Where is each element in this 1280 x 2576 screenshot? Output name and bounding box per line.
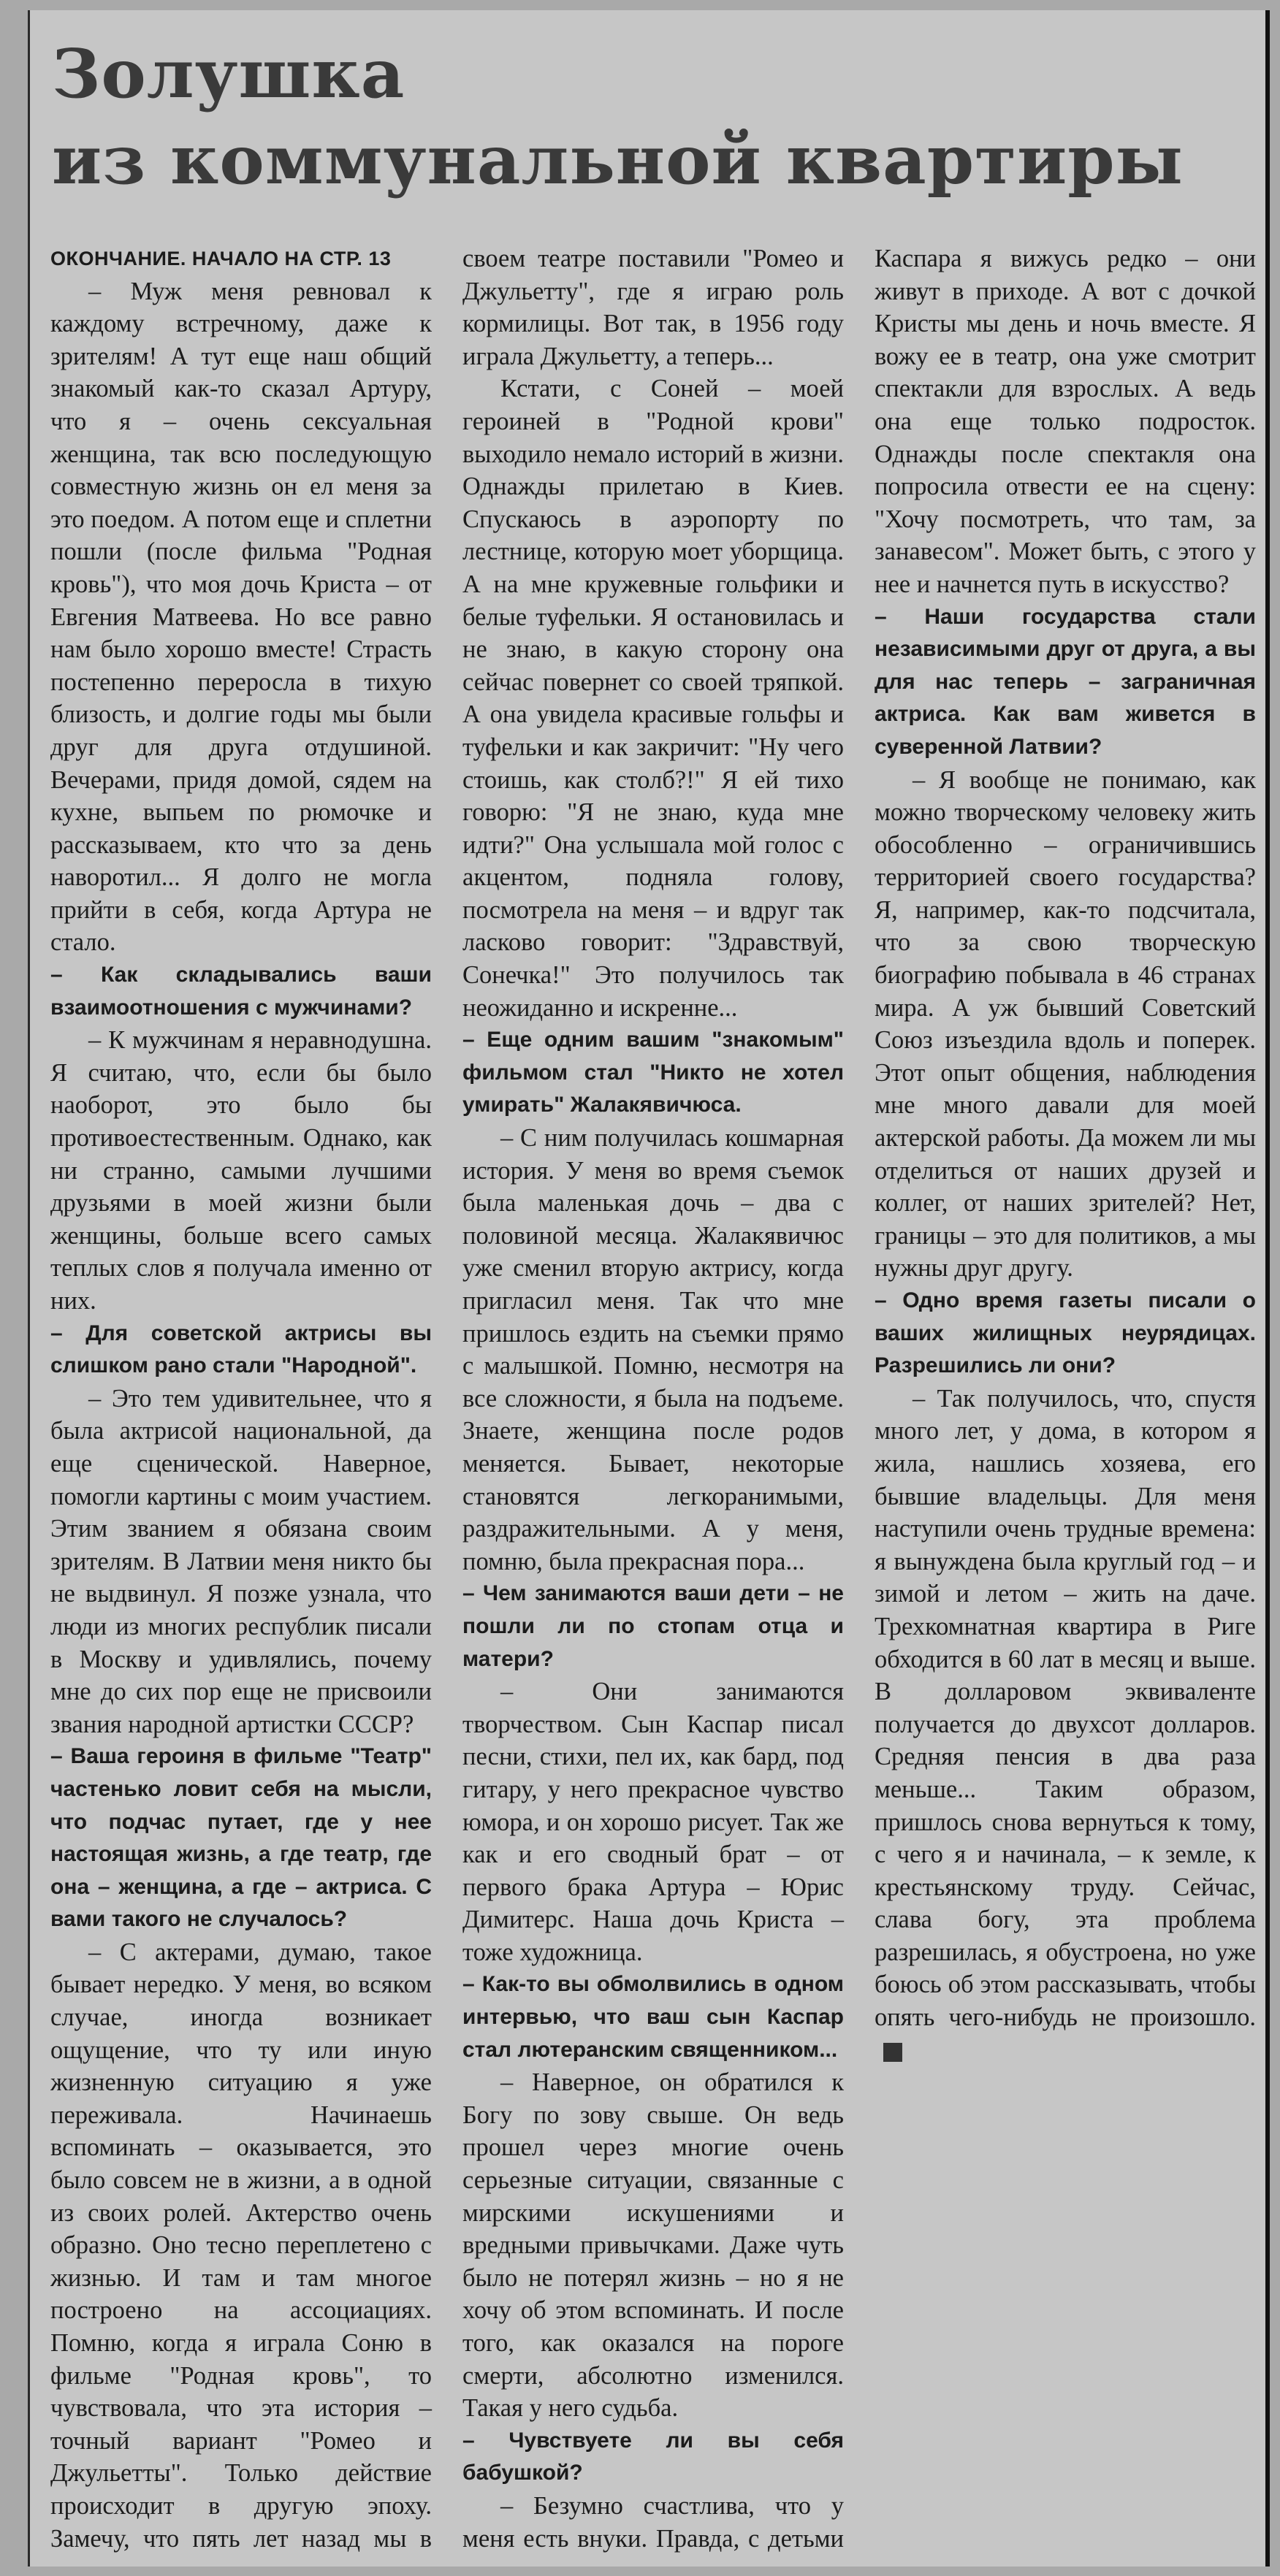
paragraph-text: – Муж меня ревновал к каждому встречному, даже к зрителям! А тут еще наш общий знакомый как-то сказал Артуру, что я – очень сексуальная женщина, так всю последующую совместную жизнь он ел меня за это поедом. А потом еще и сплетни пошли (после фильма "Родная кровь"), что моя дочь Криста – от Евгения Матвеева. Но все равно нам было хорошо вместе! Страсть постепенно переросла в тихую близость, и долгие годы мы были друг для друга отдушиной. Вечерами, придя домой, сядем на кухне, выпьем по рюмочке и рассказываем, кто что за день наворотил... Я долго не могла прийти в себя, когда Артура не стало.	[50, 277, 432, 957]
interview-question	[462, 1968, 844, 2066]
interview-answer	[50, 275, 432, 959]
interview-answer	[875, 764, 1256, 1285]
interview-question	[50, 959, 432, 1024]
interview-question	[462, 1024, 844, 1122]
paragraph-text: – Так получилось, что, спустя много лет, у дома, в котором я жила, нашлись хозяева, его бывшие владельцы. Для меня наступили очень трудные времена: я вынуждена была круглый год – и зимой и летом – жить на даче. Трехкомнатная квартира в Риге обходится в 60 лат в месяц и выше. В долларовом эквиваленте получается до двухсот долларов. Средняя пенсия в два раза меньше... Таким образом, пришлось снова вернуться к тому, с чего я и начинала, – к земле, к крестьянскому труду. Сейчас, слава богу, эта проблема разрешилась, я обустроена, но уже боюсь об этом рассказывать, чтобы опять чего-нибудь не произошло.	[875, 1384, 1256, 2032]
interview-answer	[462, 1675, 844, 1968]
interview-answer	[462, 1122, 844, 1578]
paragraph-text: – Ваша героиня в фильме "Театр" частенько ловит себя на мысли, что подчас путает, где у нее настоящая жизнь, а где театр, где она – женщина, а где – актриса. С вами такого не случалось?	[50, 1744, 432, 1932]
interview-answer	[462, 372, 844, 1024]
paragraph-text: – С актерами, думаю, такое бывает нередко. У меня, во всяком случае, иногда возникает ощущение, что ту или иную жизненную ситуацию я уже переживала. Начинаешь вспоминать – оказывается, это было совсем не в жизни, а в одной из своих ролей. Актерство очень образно. Оно тесно переплетено с жизнью. И там и там многое построено на ассоциациях. Помню, когда я играла Соню в фильме "Родная кровь", то чувствовала, что эта история – точный вариант "Ромео и Джульетты". Только действие происходит в другую эпоху. Замечу, что пять лет назад мы в своем театре поставили "Ромео и Джульетту", где я играю роль кормилицы. Вот так, в 1956 году играла Джульетту, а теперь...	[50, 245, 844, 2553]
paragraph-text: – Как складывались ваши взаимоотношения с мужчинами?	[50, 963, 432, 1020]
paragraph-text: – Наши государства стали независимыми друг от друга, а вы для нас теперь – заграничная актриса. Как вам живется в суверенной Латвии?	[875, 604, 1256, 759]
interview-question	[50, 1740, 432, 1936]
paragraph-text: – Как-то вы обмолвились в одном интервью, что ваш сын Каспар стал лютеранским священником...	[462, 1972, 844, 2062]
interview-question	[462, 2425, 844, 2490]
interview-answer	[50, 1383, 432, 1741]
headline-line-1: Золушка	[52, 34, 405, 113]
continuation-note: ОКОНЧАНИЕ. НАЧАЛО НА СТР. 13	[50, 248, 392, 270]
interview-answer	[50, 1024, 432, 1317]
interview-question	[50, 1318, 432, 1383]
paragraph-text: – Еще одним вашим "знакомым" фильмом стал "Никто не хотел умирать" Жалакявичюса.	[462, 1028, 844, 1117]
end-of-article-square-icon	[883, 2043, 902, 2062]
paragraph-text: – Чем занимаются ваши дети – не пошли ли по стопам отца и матери?	[462, 1581, 844, 1671]
interview-answer	[875, 1383, 1256, 2066]
paragraph-text: – Наверное, он обратился к Богу по зову свыше. Он ведь прошел через многие очень серьезные ситуации, связанные с мирскими искушениями и вредными привычками. Даже чуть было не потерял жизнь – но я не хочу об этом вспоминать. И после того, как оказался на пороге смерти, абсолютно изменился. Такая у него судьба.	[462, 2068, 844, 2423]
paragraph-text: – Одно время газеты писали о ваших жилищных неурядицах. Разрешились ли они?	[875, 1288, 1256, 1378]
interview-question	[462, 1578, 844, 1675]
paragraph-text: Кстати, с Соней – моей героиней в "Родной крови" выходило немало историй в жизни. Однажды прилетаю в Киев. Спускаюсь в аэропорту по лестнице, которую моет уборщица. А на мне кружевные гольфики и белые туфельки. Я остановилась и не знаю, в какую сторону она сейчас повернет со своей тряпкой. А она увидела красивые гольфы и туфельки и как закричит: "Ну чего стоишь, как столб?!" Я ей тихо говорю: "Я не знаю, куда мне идти?" Она услышала мой голос с акцентом, подняла голову, посмотрела на меня – и вдруг так ласково говорит: "Здравствуй, Сонечка!" Это получилось так неожиданно и искренне...	[462, 375, 844, 1022]
paragraph-text: – Они занимаются творчеством. Сын Каспар писал песни, стихи, пел их, как бард, под гитару, у него прекрасное чувство юмора, и он хорошо рисует. Так же как и его сводный брат – от первого брака Артура – Юрис Димитерс. Наша дочь Криста – тоже художница.	[462, 1678, 844, 1966]
paragraph-text: – Чувствуете ли вы себя бабушкой?	[462, 2428, 844, 2485]
paragraph-text: – К мужчинам я неравнодушна. Я считаю, что, если бы было наоборот, это было бы противоестественным. Однако, как ни странно, самыми лучшими друзьями в моей жизни были женщины, больше всего самых теплых слов я получала именно от них.	[50, 1026, 432, 1315]
paragraph-text: – Я вообще не понимаю, как можно творческому человеку жить обособленно – ограничившись территорией своего государства? Я, например, как-то подсчитала, что за свою творческую биографию побывала в 46 странах мира. А уж бывший Советский Союз изъездила вдоль и поперек. Этот опыт общения, наблюдения мне много давали для моей актерской работы. Да можем ли мы отделиться от наших друзей и коллег, от наших зрителей? Нет, границы – это для политиков, а мы нужны друг другу.	[875, 765, 1256, 1283]
interview-question	[875, 601, 1256, 764]
paragraph-text: – Для советской актрисы вы слишком рано стали "Народной".	[50, 1321, 432, 1378]
newspaper-clipping	[28, 10, 1270, 2567]
interview-question	[875, 1285, 1256, 1383]
paragraph-text: – Это тем удивительнее, что я была актрисой национальной, да еще сценической. Наверное, помогли картины с моим участием. Этим званием я обязана своим зрителям. В Латвии меня никто бы не выдвинул. Я позже узнала, что люди из многих республик писали в Москву и удивлялись, почему мне до сих пор еще не присвоили звания народной артистки СССР?	[50, 1384, 432, 1738]
interview-answer	[462, 2066, 844, 2425]
paragraph-text: – С ним получилась кошмарная история. У меня во время съемок была маленькая дочь – два с половиной месяца. Жалакявичюс уже сменил вторую актрису, когда пригласил меня. Так что мне пришлось ездить на съемки прямо с малышкой. Помню, несмотря на все сложности, я была на подъеме. Знаете, женщина после родов меняется. Бывает, некоторые становятся легкоранимыми, раздражительными. А у меня, помню, была прекрасная пора...	[462, 1124, 844, 1575]
article-body	[50, 242, 1256, 2558]
headline-line-2: из коммунальной квартиры	[52, 121, 1184, 199]
paragraph-text: – Безумно счастлива, что у меня есть внуки. Правда, с детьми Каспара я вижусь редко – они живут в приходе. А вот с дочкой Кристы мы день и ночь вместе. Я вожу ее в театр, она уже смотрит спектакли для взрослых. А ведь она еще только подросток. Однажды после спектакля она попросила отвести ее на сцену: "Хочу посмотреть, что там, за занавесом". Может быть, с этого у нее и начнется путь в искусство?	[462, 245, 1256, 2553]
headline	[52, 31, 1184, 203]
